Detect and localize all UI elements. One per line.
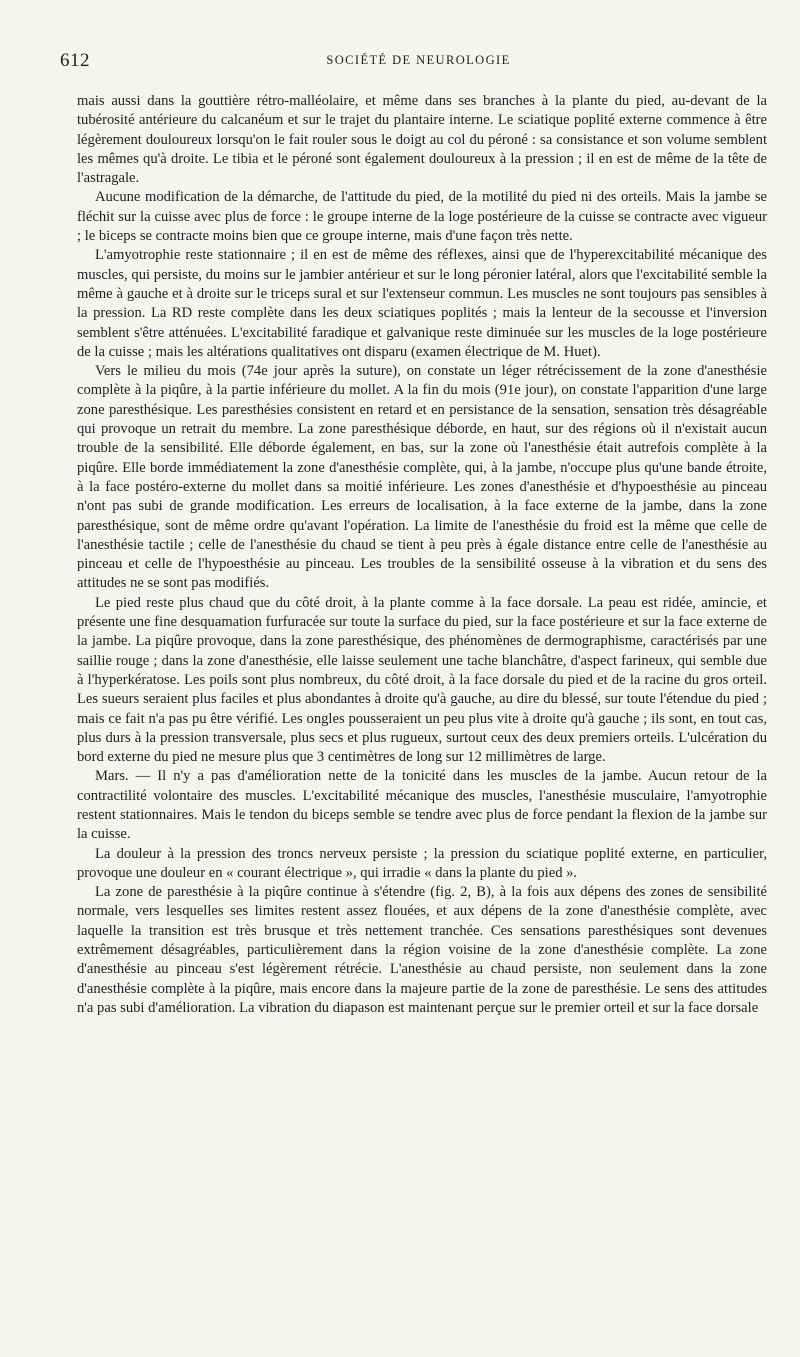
page-number: 612 [60, 50, 90, 71]
paragraph-trophic-changes: Le pied reste plus chaud que du côté droit, à la plante comme à la face dorsale. La peau est ridée, amincie, et présente une fine desquamation furfuracée sur toute la surface du pied, sur la face postérieure et sur la face externe de la jambe. La piqûre provoque, dans la zone paresthésique, des phénomènes de dermographisme, caractérisés par une saillie rouge ; dans la zone d'anesthésie, elle laisse seulement une tache blanchâtre, d'aspect farineux, qui semble due à l'hyperkératose. Les poils sont plus nombreux, du côté droit, à la face dorsale du pied et de la racine du gros orteil. Les sueurs seraient plus faciles et plus abondantes à droite qu'à gauche, au dire du blessé, sur toute l'étendue du pied ; mais ce fait n'a pas pu être vérifié. Les ongles pousseraient un peu plus vite à droite qu'à gauche ; ils sont, en tout cas, plus durs à la pression transversale, plus secs et plus rugueux, surtout ceux des deux premiers orteils. L'ulcération du bord externe du pied ne mesure plus que 3 centimètres de long sur 12 millimètres de large. [77, 594, 767, 766]
paragraph-nerve-pain: La douleur à la pression des troncs nerveux persiste ; la pression du sciatique poplité externe, en particulier, provoque une douleur en « courant électrique », qui irradie « dans la plante du pied ». [77, 845, 767, 881]
paragraph-march: Mars. — Il n'y a pas d'amélioration nette de la tonicité dans les muscles de la jambe. Aucun retour de la contractilité volontaire des muscles. L'excitabilité mécanique des muscles, l'anesthésie musculaire, l'amyotrophie restent stationnaires. Mais le tendon du biceps semble se tendre avec plus de force pendant la flexion de la jambe sur la cuisse. [77, 768, 767, 843]
paragraph-anesthesia-zones: Vers le milieu du mois (74e jour après la suture), on constate un léger rétrécissement de la zone d'anesthésie complète à la piqûre, à la partie inférieure du mollet. A la fin du mois (91e jour), on constate l'apparition d'une large zone paresthésique. Les paresthésies consistent en retard et en persistance de la sensation, sensation très désagréable qui provoque un retrait du membre. La zone paresthésique déborde, en haut, sur des régions où il n'existait aucun trouble de la sensibilité. Elle déborde également, en bas, sur la zone où l'anesthésie était autrefois complète à la piqûre. Elle borde immédiatement la zone d'anesthésie complète, qui, à la jambe, n'occupe plus qu'une bande étroite, à la face postéro-externe du mollet dans sa moitié inférieure. Les zones d'anesthésie et d'hypoesthésie au pinceau n'ont pas subi de grande modification. Les erreurs de localisation, à la face externe de la jambe, dans la zone paresthésique, sont de même ordre qu'avant l'opération. La limite de l'anesthésie du froid est la même que celle de l'anesthésie tactile ; celle de l'anesthésie du chaud se tient à peu près à égale distance entre celle de l'anesthésie au pinceau et celle de l'hypoesthésie au pinceau. Les troubles de la sensibilité osseuse à la vibration et du sens des attitudes ne se sont pas modifiés. [77, 363, 767, 592]
paragraph-amyotrophy: L'amyotrophie reste stationnaire ; il en est de même des réflexes, ainsi que de l'hyperexcitabilité mécanique des muscles, qui persiste, du moins sur le jambier antérieur et sur le long péronier latéral, alors que l'excitabilité semble la même à gauche et à droite sur le triceps sural et sur l'extenseur commun. Les muscles ne sont toujours pas sensibles à la pression. La RD reste complète dans les deux sciatiques poplités ; mais la lenteur de la secousse et l'inversion semblent s'être atténuées. L'excitabilité faradique et galvanique reste diminuée sur les muscles de la loge postérieure de la cuisse ; mais les altérations qualitatives ont disparu (examen électrique de M. Huet). [77, 247, 767, 360]
body-text [77, 92, 767, 1018]
journal-title: SOCIÉTÉ DE NEUROLOGIE [326, 53, 511, 67]
paragraph-sciatic-tenderness: mais aussi dans la gouttière rétro-malléolaire, et même dans ses branches à la plante du pied, au-devant de la tubérosité antérieure du calcanéum et sur le trajet du plantaire interne. Le sciatique poplité externe commence à être légèrement douloureux lorsqu'on le fait rouler sous le doigt au col du péroné : sa consistance et son volume semblent les mêmes qu'à droite. Le tibia et le péroné sont également douloureux à la pression ; il en est de même de la tête de l'astragale. [77, 93, 767, 187]
paragraph-paresthesia: La zone de paresthésie à la piqûre continue à s'étendre (fig. 2, B), à la fois aux dépens des zones de sensibilité normale, vers lesquelles ses limites restent assez flouées, et aux dépens de la zone d'anesthésie complète, avec laquelle la transition est très brusque et très nettement tranchée. Ces sensations paresthésiques sont devenues extrêmement désagréables, particulièrement dans la région voisine de la zone d'anesthésie complète. La zone d'anesthésie au pinceau s'est légèrement rétrécie. L'anesthésie au chaud persiste, non seulement dans la zone d'anesthésie complète à la piqûre, mais encore dans la majeure partie de la zone de paresthésie. Le sens des attitudes n'a pas subi d'amélioration. La vibration du diapason est maintenant perçue sur le premier orteil et sur la face dorsale [77, 884, 767, 1016]
paragraph-motility: Aucune modification de la démarche, de l'attitude du pied, de la motilité du pied ni des orteils. Mais la jambe se fléchit sur la cuisse avec plus de force : le groupe interne de la loge postérieure de la cuisse se contracte avec vigueur ; le biceps se contracte moins bien que ce groupe interne, mais d'une façon très nette. [77, 189, 767, 245]
running-head [60, 50, 760, 74]
